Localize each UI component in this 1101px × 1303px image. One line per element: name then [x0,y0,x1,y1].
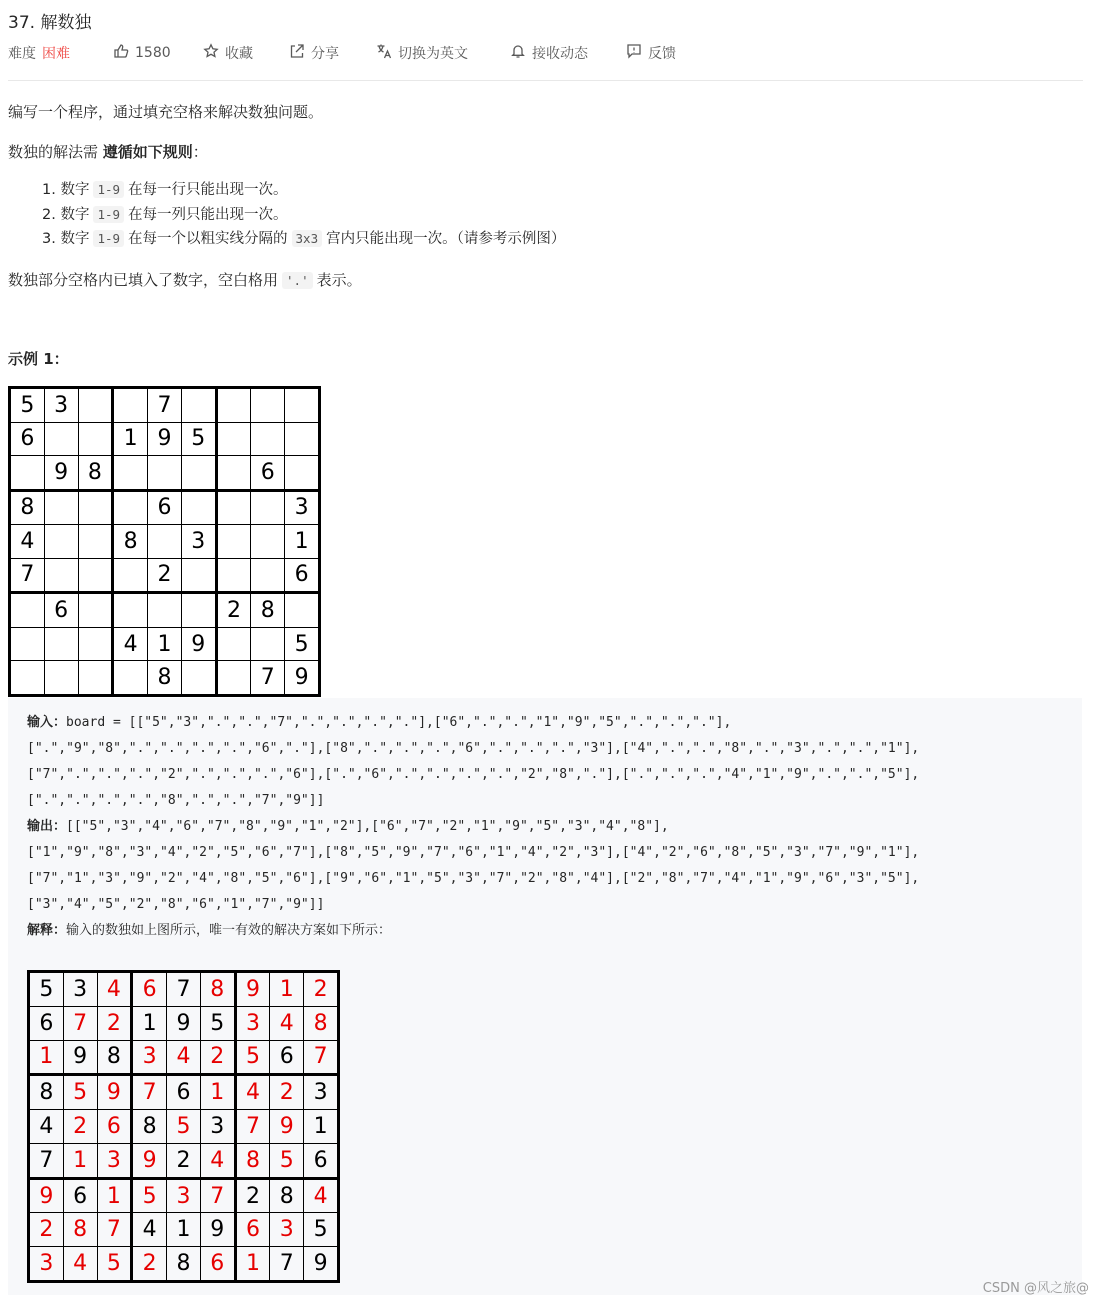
sudoku-cell: 8 [97,1040,132,1075]
sudoku-cell [10,661,45,696]
sudoku-cell [113,661,148,696]
sudoku-cell: 4 [235,1075,270,1110]
sudoku-cell: 5 [270,1143,304,1178]
sudoku-cell: 1 [235,1247,270,1282]
difficulty-label: 难度 [8,46,36,62]
sudoku-cell: 8 [251,593,285,628]
sudoku-cell: 1 [29,1040,64,1075]
sudoku-cell: 5 [235,1040,270,1075]
sudoku-cell: 4 [304,1178,339,1213]
rule-text: 1. 数字 [42,182,90,198]
sudoku-cell: 1 [270,972,304,1007]
sudoku-cell: 3 [167,1178,201,1213]
sudoku-cell [251,490,285,525]
sudoku-cell [44,558,78,593]
input-label: 输入： [27,715,67,730]
sudoku-cell: 2 [200,1040,235,1075]
sudoku-cell: 4 [113,627,148,661]
sudoku-cell [181,558,216,593]
sudoku-cell [78,490,113,525]
rule-item [42,178,565,203]
sudoku-cell [78,593,113,628]
sudoku-cell: 5 [29,972,64,1007]
sudoku-cell [44,490,78,525]
sudoku-cell [113,593,148,628]
sudoku-cell: 9 [148,422,182,456]
sudoku-cell [285,456,320,491]
sudoku-cell [285,422,320,456]
sudoku-cell: 9 [200,1213,235,1247]
blank-note-text: 表示。 [316,271,362,289]
sudoku-cell: 5 [167,1110,201,1144]
sudoku-cell: 3 [44,388,78,423]
sudoku-puzzle-image [8,386,321,697]
sudoku-cell [44,525,78,559]
sudoku-cell: 3 [235,1006,270,1040]
sudoku-cell: 5 [63,1075,97,1110]
sudoku-cell: 6 [29,1006,64,1040]
sudoku-cell: 3 [63,972,97,1007]
sudoku-cell: 4 [167,1040,201,1075]
sudoku-cell: 2 [97,1006,132,1040]
sudoku-cell [181,490,216,525]
sudoku-cell: 5 [200,1006,235,1040]
sudoku-cell: 7 [251,661,285,696]
sudoku-row [29,1040,339,1075]
input-line: ["7",".",".",".","2",".",".",".","6"],[".","6",".",".",".",".","2","8","."],[".",".",".","4","1","9",".",".","5"], [27,767,920,782]
sudoku-cell: 8 [200,972,235,1007]
sudoku-cell: 2 [216,593,251,628]
sudoku-cell [216,558,251,593]
output-line: ["7","1","3","9","2","4","8","5","6"],["9","6","1","5","3","7","2","8","4"],["2","8","7","4","1","9","6","3","5"], [27,871,920,886]
sudoku-cell: 2 [29,1213,64,1247]
sudoku-cell [216,388,251,423]
sudoku-solution-image [27,970,340,1283]
problem-meta-bar [8,43,1088,63]
sudoku-cell: 1 [148,627,182,661]
rule-code: 1-9 [93,206,124,223]
sudoku-cell: 4 [10,525,45,559]
sudoku-cell: 8 [10,490,45,525]
sudoku-cell: 6 [167,1075,201,1110]
sudoku-cell: 1 [200,1075,235,1110]
sudoku-cell: 6 [235,1213,270,1247]
sudoku-cell: 9 [63,1040,97,1075]
sudoku-cell: 7 [29,1143,64,1178]
sudoku-row [29,972,339,1007]
sudoku-cell: 9 [29,1178,64,1213]
sudoku-cell: 7 [304,1040,339,1075]
rule-text: 2. 数字 [42,206,90,223]
sudoku-cell: 8 [167,1247,201,1282]
sudoku-cell: 9 [97,1075,132,1110]
sudoku-cell: 3 [304,1075,339,1110]
input-line: board = [["5","3",".",".","7",".",".",".","."],["6",".",".","1","9","5",".",".","."], [66,715,732,730]
rules-intro [8,141,208,162]
sudoku-cell: 6 [251,456,285,491]
sudoku-cell: 7 [132,1075,167,1110]
sudoku-cell: 2 [63,1110,97,1144]
sudoku-cell: 5 [181,422,216,456]
output-line: [["5","3","4","6","7","8","9","1","2"],["6","7","2","1","9","5","3","4","8"], [66,819,669,834]
sudoku-cell [251,627,285,661]
sudoku-cell: 1 [285,525,320,559]
sudoku-cell [78,525,113,559]
sudoku-cell: 8 [78,456,113,491]
sudoku-cell: 4 [270,1006,304,1040]
share-label: 分享 [311,46,339,62]
sudoku-row [10,422,320,456]
rule-item [42,203,565,228]
sudoku-cell [216,456,251,491]
output-label: 输出： [27,819,67,834]
sudoku-cell [285,388,320,423]
sudoku-cell: 6 [10,422,45,456]
sudoku-row [29,1247,339,1282]
sudoku-cell [148,456,182,491]
sudoku-row [10,490,320,525]
sudoku-cell: 7 [148,388,182,423]
sudoku-cell: 9 [167,1006,201,1040]
star-icon [203,43,219,63]
input-line: [".",".",".",".","8",".",".","7","9"]] [27,793,325,808]
sudoku-cell [251,422,285,456]
rules-intro-text: 数独的解法需 [8,143,103,161]
sudoku-cell: 2 [167,1143,201,1178]
sudoku-cell: 7 [97,1213,132,1247]
sudoku-cell: 7 [167,972,201,1007]
explain-text: 输入的数独如上图所示，唯一有效的解决方案如下所示： [66,923,392,938]
sudoku-cell: 8 [113,525,148,559]
sudoku-cell [181,456,216,491]
sudoku-cell [251,388,285,423]
sudoku-cell [181,661,216,696]
example-text [27,710,919,944]
sudoku-cell: 9 [304,1247,339,1282]
rule-text: 在每一列只能出现一次。 [128,206,288,223]
sudoku-cell: 5 [10,388,45,423]
sudoku-cell: 4 [29,1110,64,1144]
sudoku-cell: 3 [181,525,216,559]
sudoku-cell: 2 [235,1178,270,1213]
sudoku-cell: 6 [132,972,167,1007]
sudoku-cell: 8 [132,1110,167,1144]
sudoku-cell: 6 [270,1040,304,1075]
rules-list [42,178,565,252]
sudoku-cell: 9 [285,661,320,696]
sudoku-cell [78,661,113,696]
sudoku-cell: 6 [304,1143,339,1178]
sudoku-cell [216,490,251,525]
sudoku-cell [78,627,113,661]
sudoku-cell [10,456,45,491]
sudoku-cell: 6 [63,1178,97,1213]
like-button[interactable] [113,43,171,63]
sudoku-cell [78,388,113,423]
sudoku-cell [216,525,251,559]
explain-label: 解释： [27,923,67,938]
sudoku-cell [216,627,251,661]
sudoku-cell [216,661,251,696]
sudoku-cell: 4 [97,972,132,1007]
like-count: 1580 [135,45,171,61]
output-line: ["1","9","8","3","4","2","5","6","7"],["8","5","9","7","6","1","4","2","3"],["4","2","6","8","5","3","7","9","1"], [27,845,920,860]
sudoku-cell: 4 [63,1247,97,1282]
sudoku-cell [113,456,148,491]
share-button[interactable] [289,43,339,63]
sudoku-cell: 2 [148,558,182,593]
sudoku-cell: 4 [132,1213,167,1247]
rule-text: 宫内只能出现一次。（请参考示例图） [326,231,566,247]
sudoku-row [29,1006,339,1040]
sudoku-cell: 1 [132,1006,167,1040]
sudoku-cell [216,422,251,456]
sudoku-row [29,1143,339,1178]
sudoku-cell: 7 [200,1178,235,1213]
sudoku-cell: 3 [200,1110,235,1144]
sudoku-cell [78,558,113,593]
sudoku-cell: 2 [304,972,339,1007]
sudoku-cell: 6 [200,1247,235,1282]
sudoku-cell [10,627,45,661]
sudoku-cell [148,593,182,628]
blank-cell-note [8,269,362,290]
sudoku-row [10,525,320,559]
difficulty-value: 困难 [42,46,70,62]
sudoku-cell [251,558,285,593]
sudoku-row [29,1213,339,1247]
sudoku-cell: 8 [63,1213,97,1247]
bell-icon [510,43,526,63]
sudoku-cell: 1 [63,1143,97,1178]
watermark: CSDN @风之旅@ [982,1281,1089,1296]
input-line: [".","9","8",".",".",".",".","6","."],["8",".",".",".","6",".",".",".","3"],["4",".",".","8",".","3",".",".","1"], [27,741,920,756]
sudoku-cell: 1 [113,422,148,456]
sudoku-cell: 9 [181,627,216,661]
blank-note-text: 数独部分空格内已填入了数字，空白格用 [8,271,279,289]
switch-language-button[interactable] [376,43,468,63]
sudoku-cell: 7 [10,558,45,593]
sudoku-cell: 8 [304,1006,339,1040]
sudoku-cell [113,490,148,525]
sudoku-cell: 8 [270,1178,304,1213]
sudoku-cell: 8 [29,1075,64,1110]
sudoku-cell: 7 [270,1247,304,1282]
sudoku-cell: 2 [270,1075,304,1110]
sudoku-cell: 9 [270,1110,304,1144]
translate-icon [376,43,392,63]
sudoku-cell: 1 [97,1178,132,1213]
sudoku-cell [113,388,148,423]
sudoku-row [10,456,320,491]
sudoku-cell [285,593,320,628]
sudoku-cell: 3 [270,1213,304,1247]
sudoku-row [10,627,320,661]
feedback-button[interactable] [626,43,676,63]
rule-text: 3. 数字 [42,231,90,247]
sudoku-cell: 7 [235,1110,270,1144]
sudoku-cell [44,422,78,456]
sudoku-cell: 7 [63,1006,97,1040]
example-title: 示例 1： [8,350,69,368]
share-icon [289,43,305,63]
sudoku-cell: 1 [167,1213,201,1247]
sudoku-cell: 5 [97,1247,132,1282]
sudoku-cell: 3 [285,490,320,525]
feedback-label: 反馈 [648,46,676,62]
rule-code: 1-9 [93,181,124,198]
problem-title: 37. 解数独 [8,13,92,33]
sudoku-row [29,1178,339,1213]
blank-note-code: '.' [282,272,313,289]
subscribe-button[interactable] [510,43,588,63]
sudoku-cell: 9 [132,1143,167,1178]
sudoku-cell [44,627,78,661]
rule-text: 在每一个以粗实线分隔的 [128,231,288,247]
switch-language-label: 切换为英文 [398,46,468,62]
sudoku-cell: 6 [44,593,78,628]
sudoku-cell [181,388,216,423]
sudoku-cell [78,422,113,456]
rules-intro-bold: 遵循如下规则 [102,143,193,161]
sudoku-cell: 3 [29,1247,64,1282]
difficulty [8,43,70,63]
sudoku-cell: 5 [304,1213,339,1247]
sudoku-cell: 4 [200,1143,235,1178]
sudoku-row [29,1075,339,1110]
rule-item [42,227,565,252]
sudoku-cell: 5 [132,1178,167,1213]
sudoku-row [10,593,320,628]
sudoku-cell: 9 [235,972,270,1007]
sudoku-cell: 6 [285,558,320,593]
sudoku-cell: 6 [148,490,182,525]
header-divider [8,80,1083,81]
feedback-icon [626,43,642,63]
sudoku-cell [113,558,148,593]
sudoku-row [29,1110,339,1144]
sudoku-cell: 1 [304,1110,339,1144]
sudoku-cell: 3 [132,1040,167,1075]
thumbs-up-icon [113,43,129,63]
sudoku-cell: 9 [44,456,78,491]
subscribe-label: 接收动态 [532,46,588,62]
sudoku-cell [10,593,45,628]
output-line: ["3","4","5","2","8","6","1","7","9"]] [27,897,325,912]
description-intro: 编写一个程序，通过填充空格来解决数独问题。 [8,103,324,121]
rule-code: 3x3 [292,230,323,247]
sudoku-cell: 6 [97,1110,132,1144]
sudoku-cell [251,525,285,559]
sudoku-row [10,558,320,593]
sudoku-cell [44,661,78,696]
sudoku-cell: 8 [148,661,182,696]
rule-text: 在每一行只能出现一次。 [128,182,288,198]
sudoku-cell [181,593,216,628]
rule-code: 1-9 [93,230,124,247]
favorite-button[interactable] [203,43,253,63]
sudoku-cell: 5 [285,627,320,661]
sudoku-row [10,388,320,423]
rules-intro-colon: ： [192,143,208,161]
sudoku-cell: 3 [97,1143,132,1178]
sudoku-cell: 2 [132,1247,167,1282]
favorite-label: 收藏 [225,46,253,62]
sudoku-cell: 8 [235,1143,270,1178]
sudoku-row [10,661,320,696]
sudoku-cell [148,525,182,559]
